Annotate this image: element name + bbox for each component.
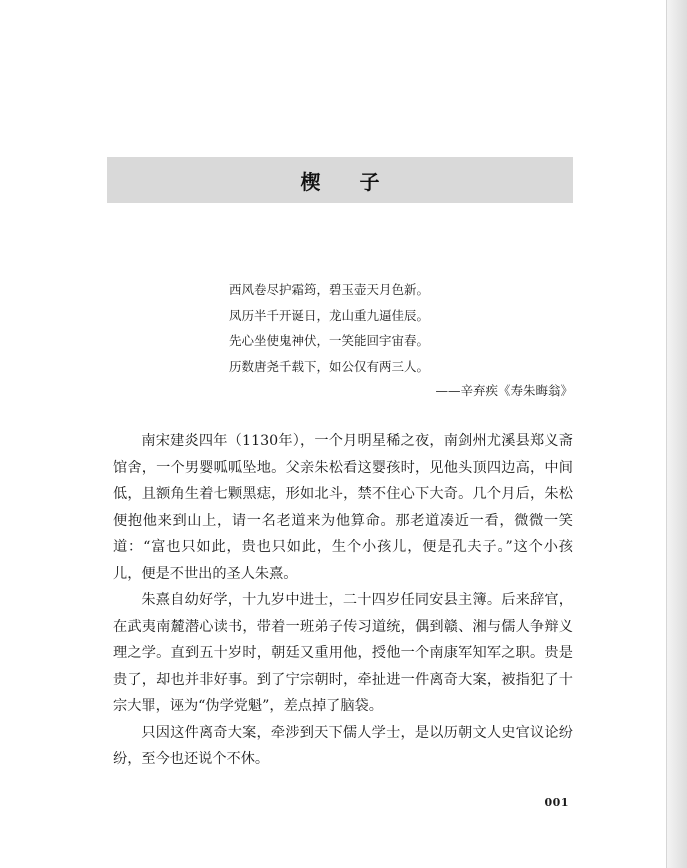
poem-line: 凤历半千开诞日，龙山重九逼佳辰。 xyxy=(229,307,430,323)
page-number: 001 xyxy=(544,796,569,809)
page-edge xyxy=(666,0,687,868)
poem-line: 先心坐使鬼神伏，一笑能回宇宙春。 xyxy=(229,333,430,348)
paragraph: 只因这件离奇大案，牵涉到天下儒人学士，是以历朝文人史官议论纷纷，至今也还说个不休。 xyxy=(113,724,573,767)
poem-line: 历数唐尧千载下，如公仅有两三人。 xyxy=(229,358,430,374)
chapter-title-band xyxy=(107,157,573,203)
poem-line: 西风卷尽护霜筠，碧玉壶天月色新。 xyxy=(229,282,430,297)
paragraph: 南宋建炎四年（1130年），一个月明星稀之夜，南剑州尤溪县郑义斋馆舍，一个男婴呱呱坠地。父亲朱松看这婴孩时，见他头顶四边高，中间低，且额角生着七颗黑痣，形如北斗，禁不住心下大奇。几个月后，朱松便抱他来到山上，请一名老道来为他算命。那老道凑近一看，微微一笑道：“富也只如此，贵也只如此，生个小孩儿，便是孔夫子。”这个小孩儿，便是不世出的圣人朱熹。 xyxy=(113,433,573,582)
epigraph-poem xyxy=(229,277,559,379)
poem-attribution: ——辛弃疾《寿朱晦翁》 xyxy=(435,383,573,398)
paragraph: 朱熹自幼好学，十九岁中进士，二十四岁任同安县主簿。后来辞官，在武夷南麓潜心读书，带着一班弟子传习道统，偶到赣、湘与儒人争辩义理之学。直到五十岁时，朝廷又重用他，授他一个南康军知军之职。贵是贵了，却也并非好事。到了宁宗朝时，牵扯进一件离奇大案，被指犯了十宗大罪，诬为“伪学党魁”，差点掉了脑袋。 xyxy=(113,592,573,714)
body-text xyxy=(113,428,573,773)
chapter-title: 楔 子 xyxy=(300,169,396,194)
